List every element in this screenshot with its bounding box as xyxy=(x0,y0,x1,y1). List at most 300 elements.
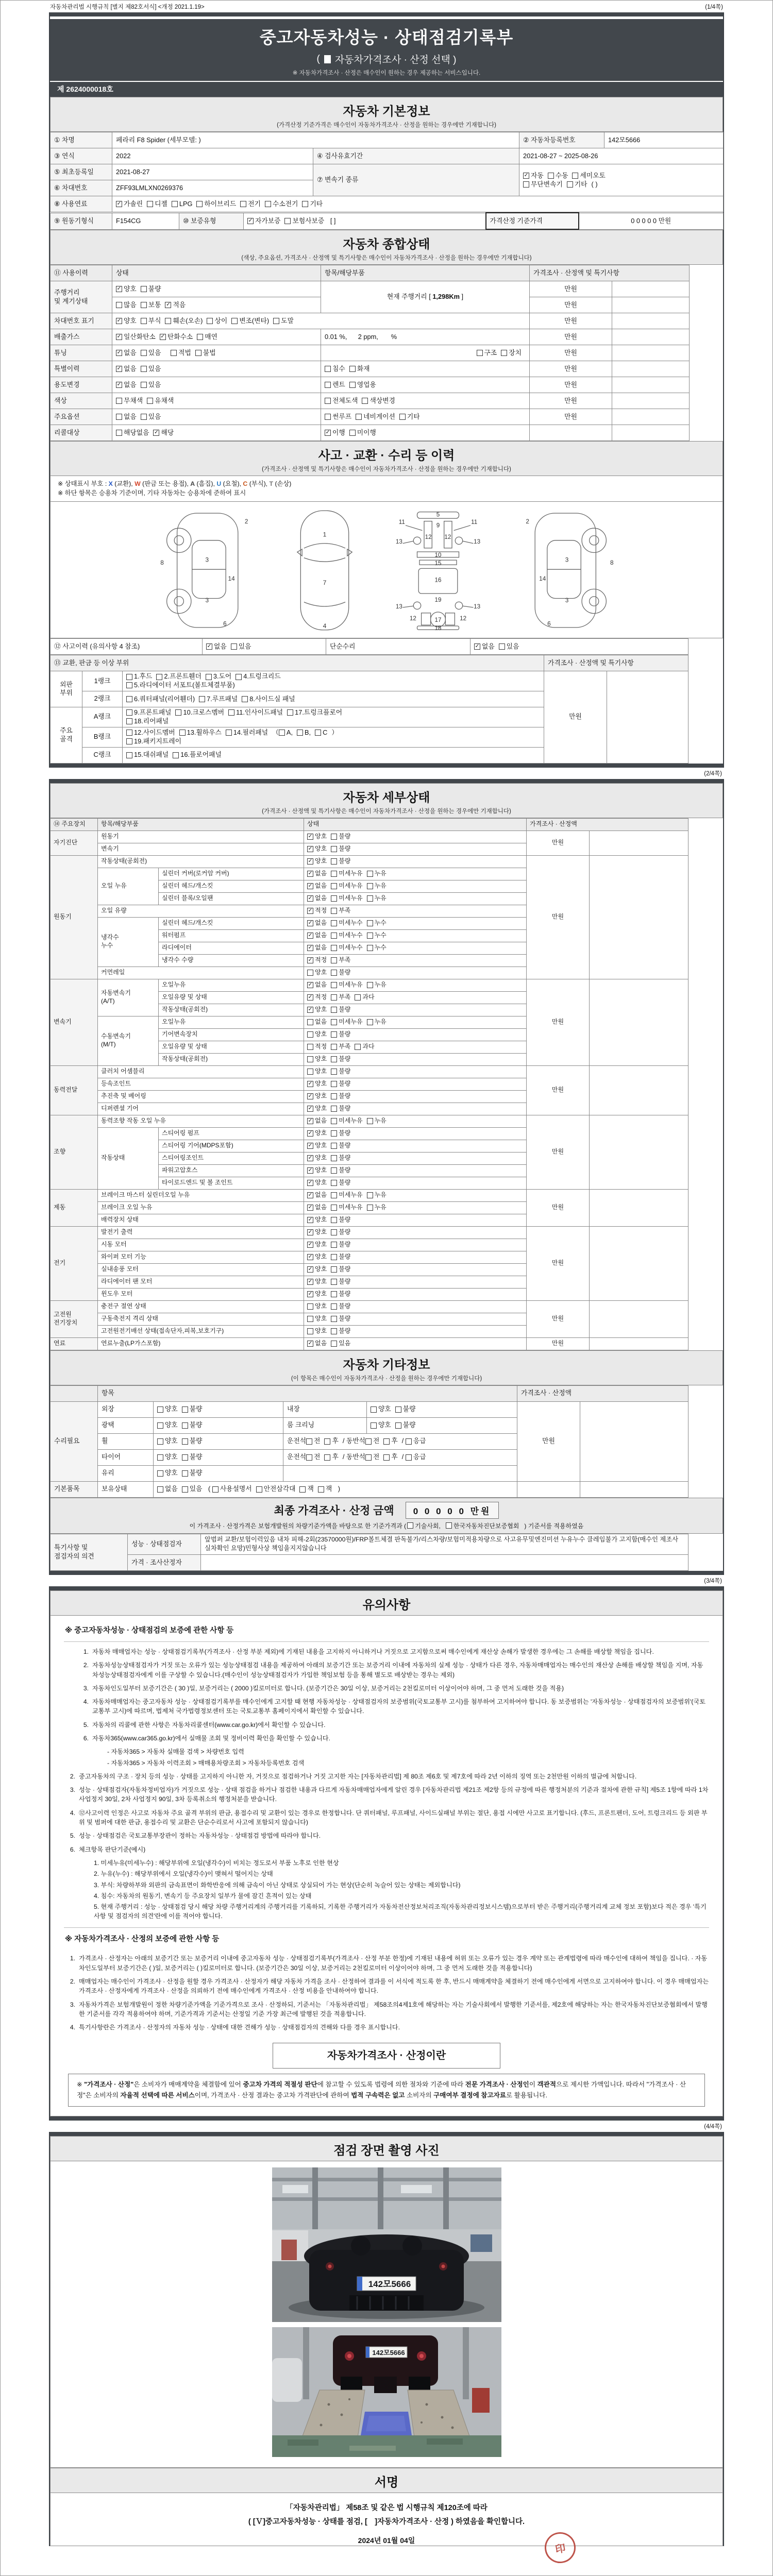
checkbox-empty-icon[interactable] xyxy=(147,201,153,207)
checkbox-변조(변타)[interactable] xyxy=(231,317,269,326)
checkbox-empty-icon[interactable] xyxy=(206,674,212,680)
checkbox-누유[interactable] xyxy=(367,870,386,878)
checkbox-empty-icon[interactable] xyxy=(331,1316,337,1322)
checkbox-불량[interactable] xyxy=(182,1437,203,1446)
checkbox-empty-icon[interactable] xyxy=(567,181,573,188)
checkbox-누유[interactable] xyxy=(367,1191,386,1199)
checkbox-화재[interactable] xyxy=(349,365,370,374)
checkbox-empty-icon[interactable] xyxy=(331,1167,337,1174)
checkbox-checked-icon[interactable]: ✓ xyxy=(308,883,313,889)
checkbox-empty-icon[interactable] xyxy=(365,1454,372,1461)
checkbox-empty-icon[interactable] xyxy=(297,730,303,736)
checkbox-empty-icon[interactable] xyxy=(331,1044,337,1050)
checkbox-응급[interactable] xyxy=(406,1437,426,1446)
checkbox-empty-icon[interactable] xyxy=(307,1303,313,1310)
checkbox-불량[interactable] xyxy=(331,845,350,853)
checkbox-없음[interactable] xyxy=(307,870,327,878)
checkbox-적정[interactable] xyxy=(307,907,327,915)
checkbox-empty-icon[interactable] xyxy=(331,846,337,852)
checkbox-checked-icon[interactable]: ✓ xyxy=(308,1130,313,1137)
checkbox-empty-icon[interactable] xyxy=(355,994,361,1001)
checkbox-empty-icon[interactable] xyxy=(141,414,147,420)
checkbox-미세누유[interactable] xyxy=(331,882,362,890)
checkbox-양호[interactable] xyxy=(307,1142,327,1150)
checkbox-empty-icon[interactable] xyxy=(331,920,337,926)
checkbox-한국자동차진단보증협회[interactable] xyxy=(446,1521,519,1530)
checkbox-부족[interactable] xyxy=(331,1043,350,1051)
checkbox-empty-icon[interactable] xyxy=(141,350,147,356)
checkbox-있음[interactable] xyxy=(331,1340,350,1348)
checkbox-empty-icon[interactable] xyxy=(324,1454,330,1461)
checkbox-empty-icon[interactable] xyxy=(395,1406,401,1413)
checkbox-checked-icon[interactable]: ✓ xyxy=(308,994,313,1001)
checkbox-checked-icon[interactable]: ✓ xyxy=(308,1216,313,1223)
checkbox-잭[interactable] xyxy=(299,1485,313,1494)
checkbox-부족[interactable] xyxy=(331,956,350,964)
checkbox-양호[interactable] xyxy=(307,833,327,841)
checkbox-없음[interactable] xyxy=(116,413,137,421)
checkbox-empty-icon[interactable] xyxy=(231,318,238,324)
checkbox-empty-icon[interactable] xyxy=(195,350,201,356)
checkbox-empty-icon[interactable] xyxy=(141,382,147,388)
checkbox-empty-icon[interactable] xyxy=(126,718,132,724)
checkbox-empty-icon[interactable] xyxy=(331,1007,337,1013)
checkbox-checked-icon[interactable]: ✓ xyxy=(308,957,313,963)
checkbox-empty-icon[interactable] xyxy=(406,1454,412,1461)
checkbox-checked-icon[interactable]: ✓ xyxy=(308,1266,313,1273)
checkbox-empty-icon[interactable] xyxy=(279,730,285,736)
checkbox-empty-icon[interactable] xyxy=(240,201,246,207)
checkbox-없음[interactable] xyxy=(307,1191,327,1199)
checkbox-미세누유[interactable] xyxy=(331,981,362,989)
checkbox-없음[interactable] xyxy=(157,1485,178,1494)
checkbox-없음[interactable] xyxy=(307,981,327,989)
checkbox-기타[interactable] xyxy=(399,413,420,421)
checkbox-empty-icon[interactable] xyxy=(367,1019,373,1025)
checkbox-empty-icon[interactable] xyxy=(307,1031,313,1038)
checkbox-empty-icon[interactable] xyxy=(325,366,331,372)
checkbox-checked-icon[interactable]: ✓ xyxy=(166,301,171,308)
checkbox-양호[interactable] xyxy=(307,1265,327,1274)
checkbox-불량[interactable] xyxy=(182,1469,203,1478)
checkbox-checked-icon[interactable]: ✓ xyxy=(308,845,313,852)
checkbox-empty-icon[interactable] xyxy=(331,1217,337,1223)
checkbox-없음[interactable] xyxy=(307,1204,327,1212)
checkbox-empty-icon[interactable] xyxy=(367,1118,373,1124)
checkbox-empty-icon[interactable] xyxy=(207,318,213,324)
checkbox-checked-icon[interactable]: ✓ xyxy=(207,643,212,650)
checkbox-empty-icon[interactable] xyxy=(165,318,171,324)
checkbox-수동[interactable] xyxy=(548,172,568,180)
checkbox-empty-icon[interactable] xyxy=(355,1044,361,1050)
checkbox-empty-icon[interactable] xyxy=(477,350,483,356)
checkbox-empty-icon[interactable] xyxy=(367,1205,373,1211)
checkbox-empty-icon[interactable] xyxy=(406,1438,412,1445)
checkbox-empty-icon[interactable] xyxy=(126,696,132,702)
checkbox-14.필러패널[interactable] xyxy=(226,728,268,737)
checkbox-checked-icon[interactable]: ✓ xyxy=(308,870,313,877)
checkbox-empty-icon[interactable] xyxy=(182,1486,188,1493)
checkbox-empty-icon[interactable] xyxy=(367,871,373,877)
checkbox-양호[interactable] xyxy=(116,317,137,326)
checkbox-checked-icon[interactable]: ✓ xyxy=(116,200,122,207)
checkbox-empty-icon[interactable] xyxy=(315,730,321,736)
checkbox-empty-icon[interactable] xyxy=(331,1254,337,1260)
checkbox-미이행[interactable] xyxy=(349,429,376,437)
checkbox-없음[interactable] xyxy=(307,1018,327,1026)
checkbox-checked-icon[interactable]: ✓ xyxy=(524,172,529,179)
checkbox-없음[interactable] xyxy=(116,381,137,389)
checkbox-수소전기[interactable] xyxy=(265,200,298,209)
checkbox-empty-icon[interactable] xyxy=(331,970,337,976)
checkbox-장치[interactable] xyxy=(501,349,522,358)
checkbox-불량[interactable] xyxy=(331,1030,350,1039)
checkbox-empty-icon[interactable] xyxy=(302,201,308,207)
checkbox-안전삼각대[interactable] xyxy=(256,1485,296,1494)
checkbox-디젤[interactable] xyxy=(147,200,167,209)
checkbox-checked-icon[interactable]: ✓ xyxy=(308,1204,313,1211)
checkbox-empty-icon[interactable] xyxy=(325,382,331,388)
checkbox-양호[interactable] xyxy=(307,845,327,853)
checkbox-불량[interactable] xyxy=(331,1166,350,1175)
checkbox-checked-icon[interactable]: ✓ xyxy=(308,1117,313,1124)
checkbox-양호[interactable] xyxy=(307,1092,327,1100)
checkbox-기타[interactable] xyxy=(567,180,587,189)
checkbox-checked-icon[interactable]: ✓ xyxy=(308,981,313,988)
checkbox-없음[interactable] xyxy=(307,944,327,952)
checkbox-empty-icon[interactable] xyxy=(175,709,181,716)
checkbox-empty-icon[interactable] xyxy=(331,1019,337,1025)
checkbox-양호[interactable] xyxy=(157,1437,178,1446)
checkbox-empty-icon[interactable] xyxy=(331,1180,337,1186)
checkbox-checked-icon[interactable]: ✓ xyxy=(308,1278,313,1285)
checkbox-empty-icon[interactable] xyxy=(157,1406,163,1413)
checkbox-양호[interactable] xyxy=(157,1469,178,1478)
checkbox-양호[interactable] xyxy=(307,969,327,977)
checkbox-8.사이드실 패널[interactable] xyxy=(242,695,295,704)
checkbox-없음[interactable] xyxy=(307,931,327,940)
checkbox-있음[interactable] xyxy=(141,413,161,421)
checkbox-불량[interactable] xyxy=(141,285,161,294)
checkbox-기술사회,[interactable] xyxy=(407,1521,441,1530)
checkbox-있음[interactable] xyxy=(141,365,161,374)
checkbox-9.프론트패널[interactable] xyxy=(126,708,171,717)
checkbox-불량[interactable] xyxy=(182,1453,203,1462)
checkbox-3.도어[interactable] xyxy=(206,672,231,681)
checkbox-불량[interactable] xyxy=(331,857,350,866)
checkbox-양호[interactable] xyxy=(307,1290,327,1298)
checkbox-누유[interactable] xyxy=(367,894,386,903)
checkbox-불량[interactable] xyxy=(331,1092,350,1100)
checkbox-전체도색[interactable] xyxy=(325,397,358,405)
checkbox-checked-icon[interactable]: ✓ xyxy=(308,1142,313,1149)
checkbox-C[interactable] xyxy=(315,728,327,737)
checkbox-checked-icon[interactable]: ✓ xyxy=(308,1179,313,1186)
checkbox-있음[interactable] xyxy=(141,349,161,358)
checkbox-empty-icon[interactable] xyxy=(331,1130,337,1137)
checkbox-empty-icon[interactable] xyxy=(399,414,406,420)
checkbox-불량[interactable] xyxy=(331,1327,350,1335)
checkbox-empty-icon[interactable] xyxy=(141,318,147,324)
checkbox-empty-icon[interactable] xyxy=(331,908,337,914)
checkbox-checked-icon[interactable]: ✓ xyxy=(308,1241,313,1248)
checkbox-양호[interactable] xyxy=(116,285,137,294)
checkbox-유채색[interactable] xyxy=(147,397,174,405)
checkbox-empty-icon[interactable] xyxy=(331,1069,337,1075)
checkbox-empty-icon[interactable] xyxy=(307,1328,313,1334)
checkbox-LPG[interactable] xyxy=(172,200,193,209)
checkbox-empty-icon[interactable] xyxy=(196,201,203,207)
checkbox-양호[interactable] xyxy=(307,1006,327,1014)
checkbox-불량[interactable] xyxy=(331,1179,350,1187)
checkbox-구조[interactable] xyxy=(477,349,497,358)
checkbox-양호[interactable] xyxy=(307,1166,327,1175)
checkbox-empty-icon[interactable] xyxy=(367,933,373,939)
checkbox-checked-icon[interactable]: ✓ xyxy=(308,1105,313,1112)
checkbox-empty-icon[interactable] xyxy=(307,1019,313,1025)
checkbox-checked-icon[interactable]: ✓ xyxy=(116,285,122,292)
checkbox-checked-icon[interactable]: ✓ xyxy=(308,1291,313,1297)
checkbox-전[interactable] xyxy=(306,1453,320,1462)
checkbox-불량[interactable] xyxy=(331,1290,350,1298)
checkbox-네비게이션[interactable] xyxy=(356,413,395,421)
checkbox-후[interactable] xyxy=(324,1453,338,1462)
checkbox-전[interactable] xyxy=(365,1453,379,1462)
checkbox-15.대쉬패널[interactable] xyxy=(126,751,169,759)
checkbox-checked-icon[interactable]: ✓ xyxy=(308,833,313,840)
checkbox-empty-icon[interactable] xyxy=(331,871,337,877)
checkbox-있음[interactable] xyxy=(182,1485,203,1494)
checkbox-불량[interactable] xyxy=(331,1006,350,1014)
checkbox-empty-icon[interactable] xyxy=(182,1406,188,1413)
checkbox-empty-icon[interactable] xyxy=(356,414,362,420)
checkbox-empty-icon[interactable] xyxy=(383,1438,390,1445)
checkbox-empty-icon[interactable] xyxy=(331,1143,337,1149)
checkbox-empty-icon[interactable] xyxy=(126,709,132,716)
checkbox-empty-icon[interactable] xyxy=(197,334,203,340)
checkbox-전[interactable] xyxy=(365,1437,379,1446)
checkbox-없음[interactable] xyxy=(307,1340,327,1348)
checkbox-checked-icon[interactable]: ✓ xyxy=(160,333,165,340)
checkbox-일산화탄소[interactable] xyxy=(116,333,156,342)
checkbox-해당[interactable] xyxy=(153,429,174,437)
checkbox-1.후드[interactable] xyxy=(126,672,152,681)
checkbox-checked-icon[interactable]: ✓ xyxy=(308,920,313,926)
checkbox-불량[interactable] xyxy=(331,1253,350,1261)
checkbox-empty-icon[interactable] xyxy=(157,1454,163,1461)
checkbox-empty-icon[interactable] xyxy=(126,730,132,736)
checkbox-empty-icon[interactable] xyxy=(367,982,373,988)
checkbox-checked-icon[interactable]: ✓ xyxy=(116,333,122,340)
checkbox-empty-icon[interactable] xyxy=(242,696,248,702)
checkbox-empty-icon[interactable] xyxy=(116,414,122,420)
checkbox-불량[interactable] xyxy=(182,1421,203,1430)
checkbox-양호[interactable] xyxy=(307,1216,327,1224)
checkbox-불량[interactable] xyxy=(331,1154,350,1162)
checkbox-누수[interactable] xyxy=(367,931,386,940)
checkbox-불량[interactable] xyxy=(331,1142,350,1150)
checkbox-누유[interactable] xyxy=(367,981,386,989)
checkbox-영업용[interactable] xyxy=(349,381,376,389)
checkbox-부식[interactable] xyxy=(141,317,161,326)
checkbox-자동[interactable] xyxy=(523,172,544,180)
checkbox-매연[interactable] xyxy=(197,333,217,342)
checkbox-양호[interactable] xyxy=(307,1067,327,1076)
checkbox-empty-icon[interactable] xyxy=(407,1522,413,1529)
checkbox-empty-icon[interactable] xyxy=(199,696,205,702)
checkbox-양호[interactable] xyxy=(307,1080,327,1088)
checkbox-없음[interactable] xyxy=(474,642,495,651)
checkbox-양호[interactable] xyxy=(307,1315,327,1323)
checkbox-무단변속기[interactable] xyxy=(523,180,563,189)
checkbox-불량[interactable] xyxy=(182,1405,203,1414)
checkbox-전기[interactable] xyxy=(240,200,261,209)
checkbox-미세누유[interactable] xyxy=(331,1204,362,1212)
checkbox-checked-icon[interactable]: ✓ xyxy=(325,429,330,436)
checkbox-4.트렁크리드[interactable] xyxy=(236,672,280,681)
checkbox-미세누유[interactable] xyxy=(331,1191,362,1199)
checkbox-양호[interactable] xyxy=(307,857,327,866)
checkbox-empty-icon[interactable] xyxy=(331,858,337,865)
checkbox-17.트렁크플로어[interactable] xyxy=(287,708,342,717)
checkbox-empty-icon[interactable] xyxy=(371,1422,377,1429)
checkbox-empty-icon[interactable] xyxy=(157,1438,163,1445)
checkbox-empty-icon[interactable] xyxy=(212,1486,219,1493)
checkbox-누유[interactable] xyxy=(367,1204,386,1212)
checkbox-하이브리드[interactable] xyxy=(196,200,236,209)
price-survey-select[interactable] xyxy=(50,52,723,66)
checkbox-checked-icon[interactable]: ✓ xyxy=(116,317,122,324)
checkbox-empty-icon[interactable] xyxy=(116,302,122,308)
checkbox-empty-icon[interactable] xyxy=(307,1316,313,1322)
checkbox-잭[interactable] xyxy=(318,1485,332,1494)
checkbox-불량[interactable] xyxy=(331,969,350,977)
checkbox-empty-icon[interactable] xyxy=(299,1486,306,1493)
checkbox-양호[interactable] xyxy=(157,1405,178,1414)
checkbox-checked-icon[interactable]: ✓ xyxy=(308,1006,313,1013)
checkbox-불량[interactable] xyxy=(395,1421,416,1430)
checkbox-과다[interactable] xyxy=(355,993,374,1002)
checkbox-empty-icon[interactable] xyxy=(182,1422,188,1429)
checkbox-checked-icon[interactable]: ✓ xyxy=(308,1167,313,1174)
checkbox-empty-icon[interactable] xyxy=(307,1069,313,1075)
checkbox-불량[interactable] xyxy=(331,1067,350,1076)
checkbox-empty-icon[interactable] xyxy=(141,286,147,292)
checkbox-없음[interactable] xyxy=(307,882,327,890)
checkbox-양호[interactable] xyxy=(307,1055,327,1063)
checkbox-불량[interactable] xyxy=(331,1278,350,1286)
checkbox-13.휠하우스[interactable] xyxy=(179,728,222,737)
checkbox-없음[interactable] xyxy=(307,1117,327,1125)
checkbox-empty-icon[interactable] xyxy=(236,674,242,680)
checkbox-부족[interactable] xyxy=(331,993,350,1002)
checkbox-empty-icon[interactable] xyxy=(523,181,529,188)
checkbox-empty-icon[interactable] xyxy=(331,1031,337,1038)
checkbox-empty-icon[interactable] xyxy=(116,398,122,404)
checkbox-empty-icon[interactable] xyxy=(173,752,179,758)
checkbox-16.플로어패널[interactable] xyxy=(173,751,222,759)
checkbox-불량[interactable] xyxy=(331,1105,350,1113)
checkbox-empty-icon[interactable] xyxy=(126,752,132,758)
checkbox-탄화수소[interactable] xyxy=(160,333,193,342)
checkbox-있음[interactable] xyxy=(231,642,251,651)
checkbox-empty-icon[interactable] xyxy=(331,1266,337,1273)
checkbox-empty-icon[interactable] xyxy=(548,173,554,179)
checkbox-양호[interactable] xyxy=(307,1302,327,1311)
checkbox-사용설명서[interactable] xyxy=(212,1485,252,1494)
checkbox-empty-icon[interactable] xyxy=(331,834,337,840)
checkbox-5.라디에이터 서포트(볼트체결부품)[interactable] xyxy=(126,681,235,690)
checkbox-empty-icon[interactable] xyxy=(179,730,186,736)
checkbox-양호[interactable] xyxy=(307,1105,327,1113)
checkbox-empty-icon[interactable] xyxy=(126,674,132,680)
checkbox-B,[interactable] xyxy=(297,728,311,737)
checkbox-자가보증[interactable] xyxy=(247,217,280,226)
checkbox-미세누유[interactable] xyxy=(331,1117,362,1125)
checkbox-checked-icon[interactable]: ✓ xyxy=(154,429,159,436)
checkbox-양호[interactable] xyxy=(307,1253,327,1261)
checkbox-empty-icon[interactable] xyxy=(156,674,162,680)
checkbox-empty-icon[interactable] xyxy=(331,933,337,939)
checkbox-양호[interactable] xyxy=(307,1154,327,1162)
checkbox-누유[interactable] xyxy=(367,882,386,890)
checkbox-empty-icon[interactable] xyxy=(157,1470,163,1477)
checkbox-empty-icon[interactable] xyxy=(331,883,337,889)
checkbox-empty-icon[interactable] xyxy=(349,430,356,436)
checkbox-empty-icon[interactable] xyxy=(126,682,132,688)
checkbox-많음[interactable] xyxy=(116,301,137,310)
checkbox-empty-icon[interactable] xyxy=(331,1328,337,1334)
checkbox-불량[interactable] xyxy=(331,833,350,841)
checkbox-empty-icon[interactable] xyxy=(141,302,147,308)
checkbox-checked-icon[interactable]: ✓ xyxy=(248,217,253,224)
checkbox-세미오토[interactable] xyxy=(572,172,605,180)
checkbox-checked-icon[interactable]: ✓ xyxy=(308,1253,313,1260)
checkbox-empty-icon[interactable] xyxy=(331,1205,337,1211)
checkbox-불량[interactable] xyxy=(331,1080,350,1088)
checkbox-empty-icon[interactable] xyxy=(306,1454,312,1461)
checkbox-11.인사이드패널[interactable] xyxy=(228,708,283,717)
checkbox-empty-icon[interactable] xyxy=(157,1486,163,1493)
checkbox-누유[interactable] xyxy=(367,1117,386,1125)
checkbox-empty-icon[interactable] xyxy=(116,430,122,436)
checkbox-양호[interactable] xyxy=(307,1179,327,1187)
checkbox-불량[interactable] xyxy=(331,1216,350,1224)
checkbox-empty-icon[interactable] xyxy=(331,957,337,963)
checkbox-checked-icon[interactable]: ✓ xyxy=(475,643,480,650)
checkbox-empty-icon[interactable] xyxy=(367,883,373,889)
checkbox-적정[interactable] xyxy=(307,993,327,1002)
checkbox-empty-icon[interactable] xyxy=(265,201,271,207)
checkbox-누유[interactable] xyxy=(367,1018,386,1026)
checkbox-checked-icon[interactable]: ✓ xyxy=(116,349,122,356)
checkbox-checked-icon[interactable]: ✓ xyxy=(308,932,313,939)
checkbox-empty-icon[interactable] xyxy=(367,945,373,951)
checkbox-이행[interactable] xyxy=(325,429,345,437)
checkbox-empty-icon[interactable] xyxy=(365,1438,372,1445)
checkbox-checked-icon[interactable]: ✓ xyxy=(308,1080,313,1087)
checkbox-empty-icon[interactable] xyxy=(331,1155,337,1161)
checkbox-empty-icon[interactable] xyxy=(172,201,178,207)
checkbox-미세누유[interactable] xyxy=(331,1018,362,1026)
checkbox-12.사이드멤버[interactable] xyxy=(126,728,175,737)
checkbox-empty-icon[interactable] xyxy=(371,1406,377,1413)
checkbox-미세누수[interactable] xyxy=(331,919,362,927)
checkbox-empty-icon[interactable] xyxy=(231,643,237,650)
checkbox-상이[interactable] xyxy=(207,317,227,326)
checkbox-미세누수[interactable] xyxy=(331,931,362,940)
checkbox-empty-icon[interactable] xyxy=(331,1106,337,1112)
